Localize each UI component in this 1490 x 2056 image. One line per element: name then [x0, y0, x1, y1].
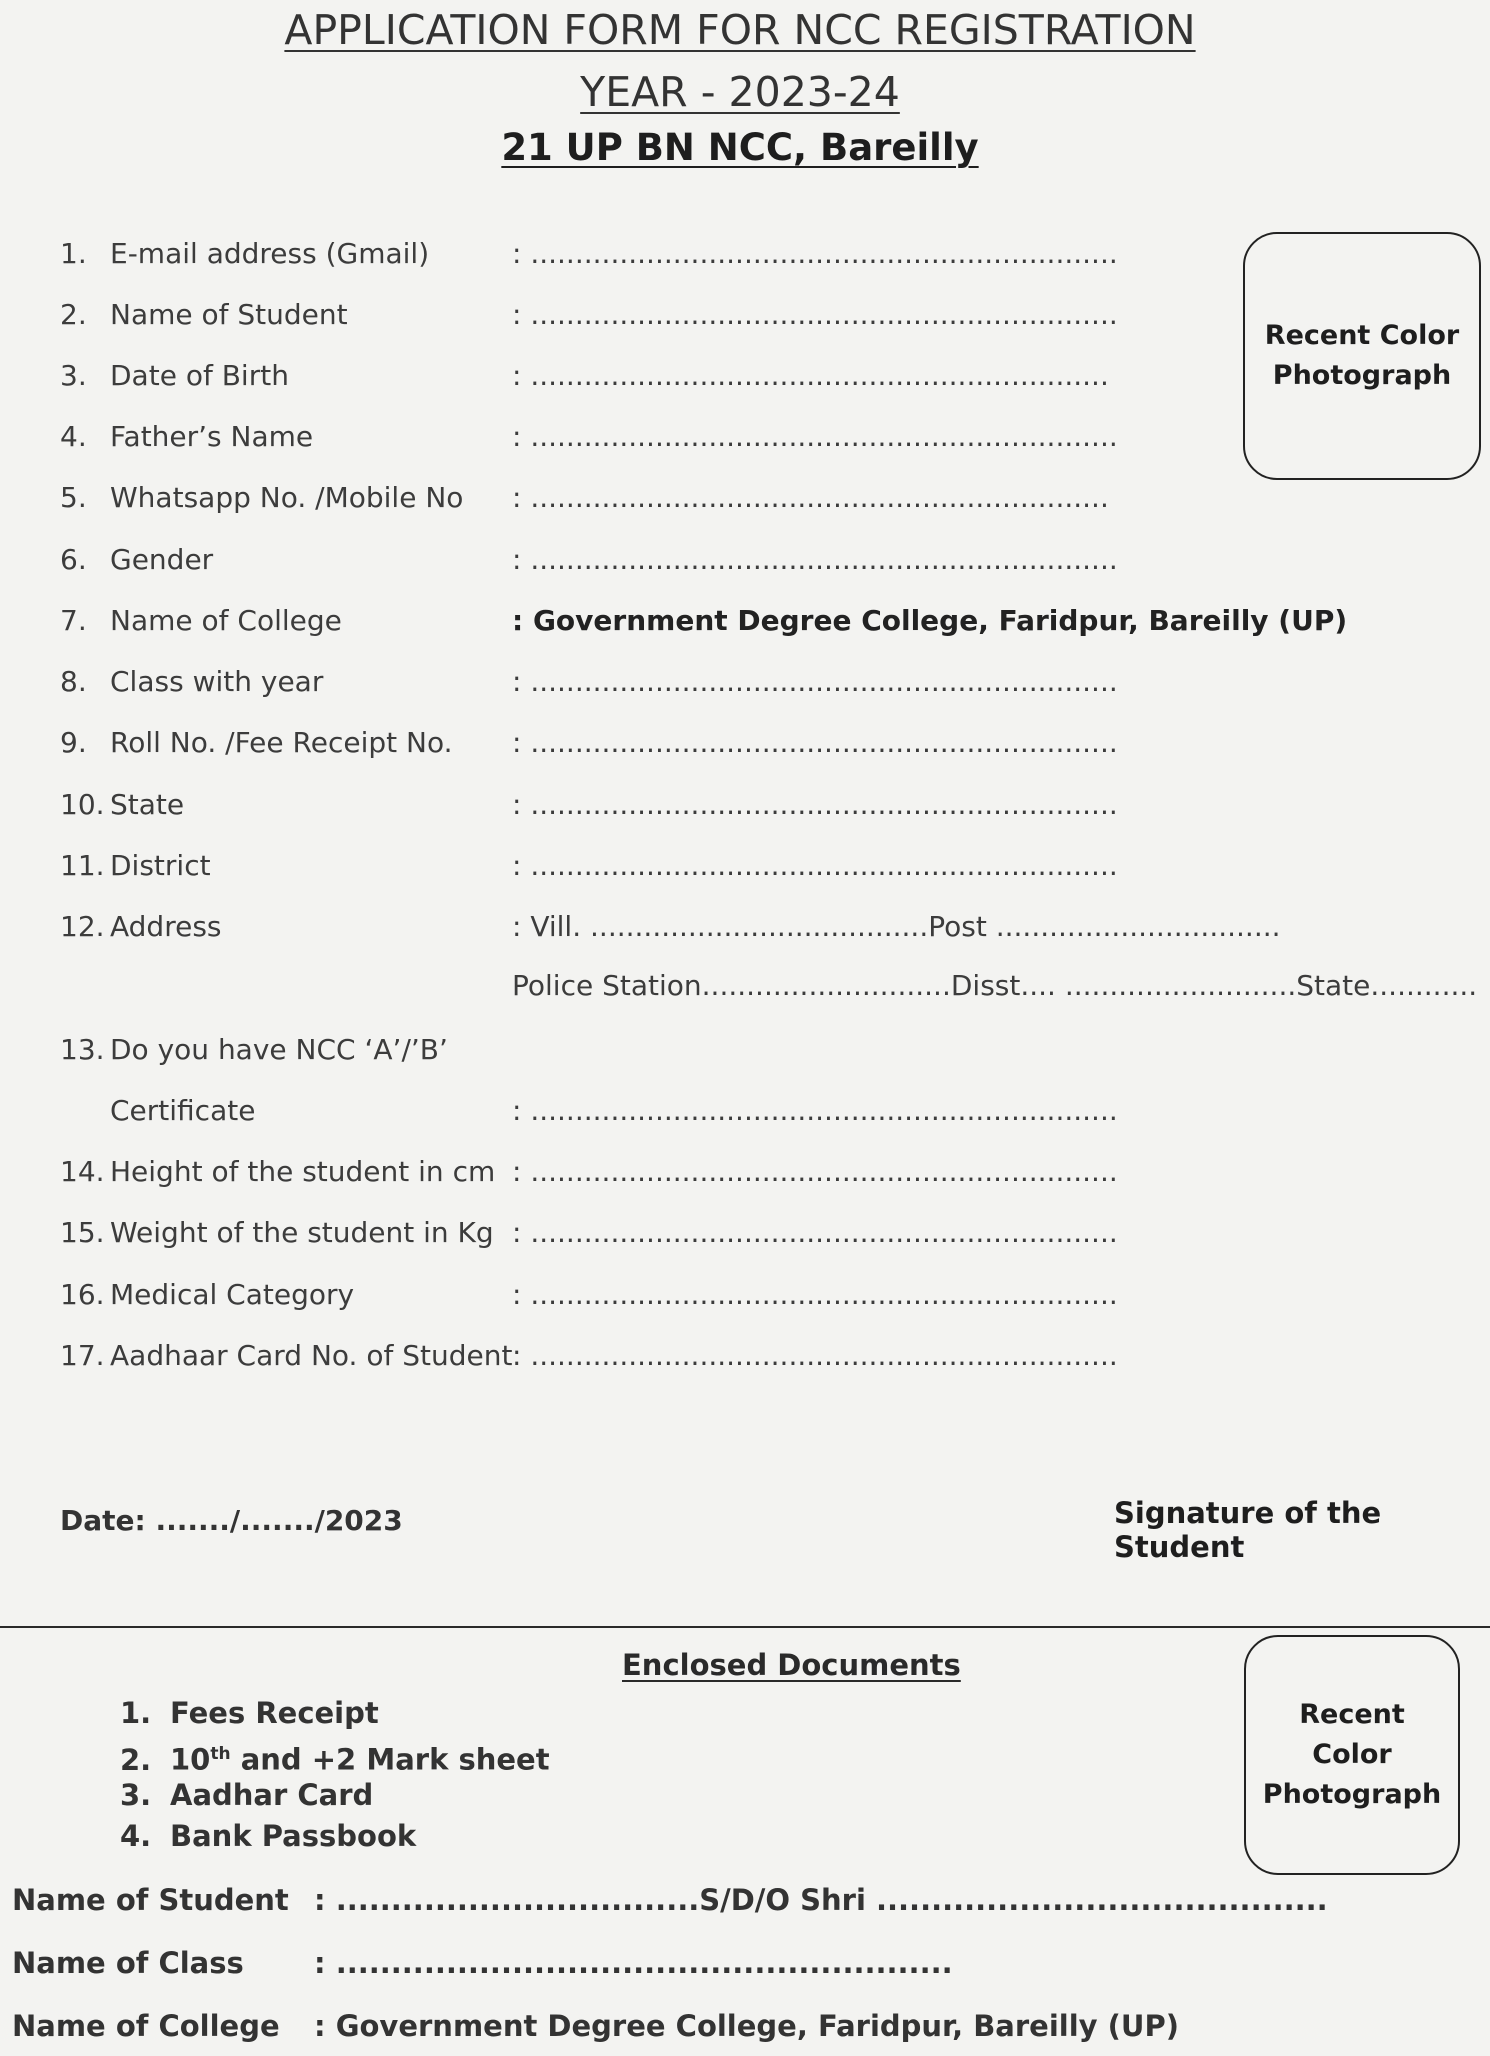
photo-box-label-line3: Photograph [1262, 1779, 1442, 1810]
field-number: 10. [60, 788, 105, 821]
field-label: Medical Category [110, 1278, 355, 1311]
field-address-line2 [60, 966, 1478, 1006]
field-date-of-birth [60, 356, 1260, 396]
field-email [60, 234, 1260, 274]
slip-label: Name of College [12, 2009, 280, 2043]
field-number: 8. [60, 665, 87, 698]
field-value[interactable]: : .................................................................. [512, 1278, 1118, 1311]
field-number: 9. [60, 726, 87, 759]
field-state [60, 785, 1260, 825]
field-label: District [110, 849, 211, 882]
signature-label: Signature of the Student [1114, 1496, 1382, 1564]
field-student-name [60, 295, 1260, 335]
photo-box-slip [1244, 1635, 1460, 1875]
field-value[interactable]: : .................................................................. [512, 298, 1118, 331]
field-number: 12. [60, 910, 105, 943]
slip-value[interactable]: : ........................................................ [314, 1946, 953, 1980]
field-number: 2. [60, 298, 87, 331]
field-number: 7. [60, 604, 87, 637]
field-number: 11. [60, 849, 105, 882]
date-field[interactable]: Date: ......./......./2023 [60, 1504, 403, 1537]
field-label: Name of Student [110, 298, 348, 331]
field-value[interactable]: : .................................................................. [512, 788, 1118, 821]
field-number: 6. [60, 543, 87, 576]
slip-class-name [12, 1941, 1212, 1985]
field-label: Gender [110, 543, 214, 576]
field-gender [60, 540, 1260, 580]
list-item: 1. Fees Receipt [120, 1696, 379, 1730]
field-mobile [60, 478, 1260, 518]
slip-value[interactable]: : .................................S/D/O Shri ......................................... [314, 1883, 1328, 1917]
divider [0, 1626, 1490, 1628]
field-number: 5. [60, 481, 87, 514]
field-medical-category [60, 1275, 1260, 1315]
enclosed-documents-title: Enclosed Documents [622, 1648, 961, 1682]
field-value[interactable]: : .................................................................. [512, 420, 1118, 453]
field-label: Date of Birth [110, 359, 289, 392]
field-label: Do you have NCC ‘A’/’B’ [110, 1033, 448, 1066]
field-label: Certificate [110, 1094, 256, 1127]
field-value[interactable]: : .................................................................. [512, 1094, 1118, 1127]
field-label: Father’s Name [110, 420, 314, 453]
slip-student-name [12, 1878, 1328, 1922]
field-label: E-mail address (Gmail) [110, 237, 430, 270]
field-value[interactable]: : .................................................................. [512, 665, 1118, 698]
field-value[interactable]: : ................................................................. [512, 481, 1109, 514]
field-label: Weight of the student in Kg [110, 1216, 494, 1249]
field-ncc-certificate [60, 1030, 1260, 1070]
field-label: Roll No. /Fee Receipt No. [110, 726, 453, 759]
slip-label: Name of Student [12, 1883, 289, 1917]
field-label: Whatsapp No. /Mobile No [110, 481, 464, 514]
field-label: State [110, 788, 185, 821]
list-item: 2. 10th and +2 Mark sheet [120, 1742, 550, 1777]
field-class [60, 662, 1260, 702]
field-value[interactable]: : Vill. ......................................Post ................................ [512, 910, 1281, 943]
field-certificate [60, 1091, 1260, 1131]
field-district [60, 846, 1260, 886]
photo-box-label-line2: Photograph [1272, 360, 1452, 391]
field-value[interactable]: : .................................................................. [512, 1216, 1118, 1249]
photo-box-label-line2: Color [1312, 1739, 1392, 1770]
photo-box-label-line1: Recent Color [1264, 320, 1460, 351]
field-value[interactable]: : .................................................................. [512, 1155, 1118, 1188]
field-number: 15. [60, 1216, 105, 1249]
field-value[interactable]: : .................................................................. [512, 543, 1118, 576]
field-label: Aadhaar Card No. of Student [110, 1339, 513, 1372]
field-number: 16. [60, 1278, 105, 1311]
field-college [60, 601, 1348, 641]
field-value[interactable]: : .................................................................. [512, 849, 1118, 882]
field-value: : Government Degree College, Faridpur, Bareilly (UP) [512, 604, 1348, 637]
slip-college-name [12, 2004, 1212, 2048]
field-number: 3. [60, 359, 87, 392]
field-value[interactable]: : .................................................................. [512, 726, 1118, 759]
form-year: YEAR - 2023-24 [580, 68, 900, 116]
field-value[interactable]: : ................................................................. [512, 359, 1109, 392]
list-item: 3. Aadhar Card [120, 1778, 374, 1812]
field-value[interactable]: : .................................................................. [512, 1339, 1118, 1372]
field-aadhaar [60, 1336, 1260, 1376]
field-roll-no [60, 723, 1260, 763]
slip-label: Name of Class [12, 1946, 244, 1980]
form-title: APPLICATION FORM FOR NCC REGISTRATION [284, 6, 1196, 54]
enclosed-documents-list [120, 1693, 550, 1857]
field-label: Class with year [110, 665, 324, 698]
photo-box [1243, 232, 1481, 480]
field-number: 1. [60, 237, 87, 270]
field-number: 13. [60, 1033, 105, 1066]
field-weight [60, 1213, 1260, 1253]
form-unit: 21 UP BN NCC, Bareilly [501, 126, 979, 169]
field-label: Height of the student in cm [110, 1155, 496, 1188]
field-height [60, 1152, 1260, 1192]
field-number: 17. [60, 1339, 105, 1372]
field-number: 4. [60, 420, 87, 453]
field-number: 14. [60, 1155, 105, 1188]
field-label: Address [110, 910, 222, 943]
slip-value: : Government Degree College, Faridpur, Bareilly (UP) [314, 2009, 1179, 2043]
list-item: 4. Bank Passbook [120, 1819, 417, 1853]
photo-box-label-line1: Recent [1299, 1699, 1405, 1730]
field-value[interactable]: Police Station............................Disst.... ..........................State............ [512, 969, 1478, 1002]
field-label: Name of College [110, 604, 342, 637]
field-father-name [60, 417, 1260, 457]
field-value[interactable]: : .................................................................. [512, 237, 1118, 270]
field-address [60, 907, 1281, 947]
